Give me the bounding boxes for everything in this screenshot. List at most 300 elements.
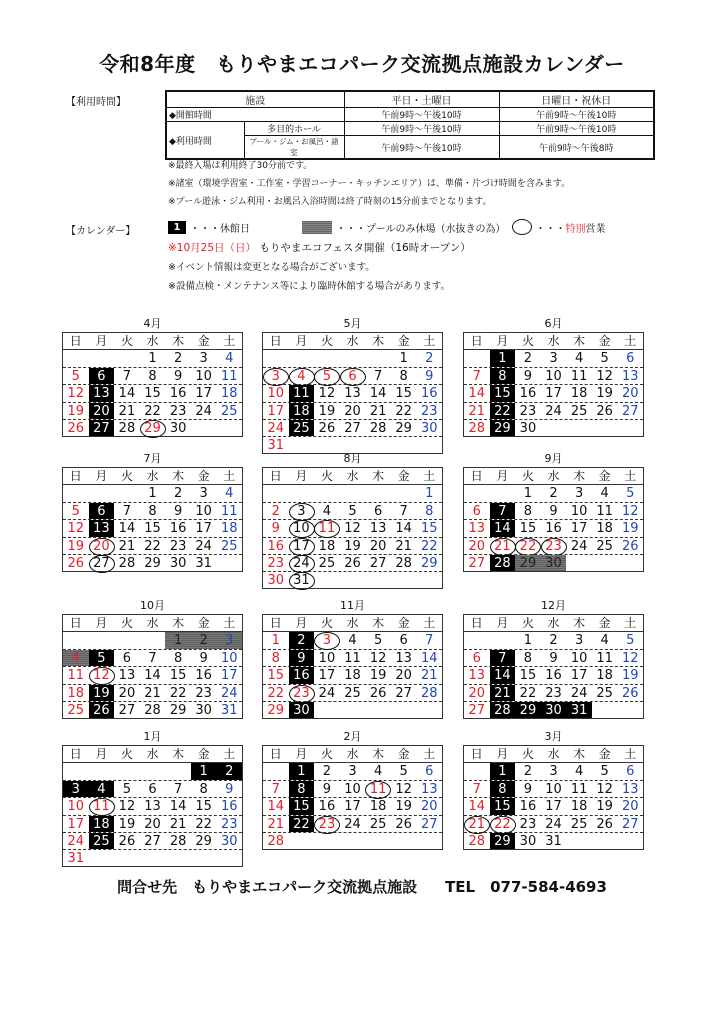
- week-row: [464, 797, 643, 814]
- pool-holiday: 午前9時～午後8時: [499, 136, 654, 160]
- day-cell: 16: [169, 386, 187, 402]
- week-row: [63, 402, 242, 419]
- day-cell: 9: [523, 369, 533, 385]
- day-cell: 30: [289, 702, 315, 718]
- weekday-label: 火: [320, 616, 333, 630]
- day-cell: 13: [369, 521, 387, 537]
- day-cell: 28: [395, 555, 412, 571]
- weekday-label: 日: [470, 469, 483, 483]
- day-cell: 11: [220, 369, 238, 385]
- day-cell: 28: [490, 555, 516, 571]
- empty-cell: [416, 572, 442, 588]
- day-cell: 25: [570, 816, 588, 832]
- day-cell: 23: [267, 555, 285, 571]
- day-cell: 3: [314, 632, 340, 649]
- day-cell: 9: [322, 782, 332, 798]
- day-cell: 2: [549, 486, 558, 501]
- month-title: 10月: [140, 599, 165, 612]
- day-cell: 19: [369, 668, 387, 684]
- month-calendar: [262, 729, 443, 850]
- day-cell: 25: [369, 816, 387, 832]
- day-cell: 18: [344, 668, 361, 684]
- day-cell: 15: [144, 386, 161, 402]
- day-cell: 9: [425, 369, 434, 385]
- weekday-label: 月: [95, 334, 108, 348]
- empty-cell: [617, 833, 643, 849]
- empty-cell: [89, 632, 115, 649]
- weekday-label: 月: [496, 469, 509, 483]
- day-cell: 20: [395, 668, 412, 684]
- weekday-label: 日: [470, 747, 483, 761]
- opening-weekday: 午前9時～午後10時: [344, 108, 499, 122]
- day-cell: 29: [515, 702, 541, 718]
- day-cell: 1: [191, 763, 217, 780]
- empty-cell: [490, 632, 516, 649]
- weekday-label: 月: [295, 334, 308, 348]
- hours-row-hall: [166, 122, 654, 136]
- day-cell: 17: [570, 668, 588, 684]
- day-cell: 9: [549, 504, 558, 520]
- month-grid: [262, 745, 443, 850]
- weekday-label: 火: [120, 616, 133, 630]
- empty-cell: [314, 485, 340, 502]
- day-cell: 2: [271, 504, 280, 520]
- day-cell: 23: [169, 538, 187, 554]
- week-row: [63, 485, 242, 502]
- day-cell: 19: [67, 538, 85, 554]
- weekday-label: 火: [320, 469, 333, 483]
- week-row: [263, 554, 442, 571]
- month-calendar: [262, 316, 443, 454]
- day-cell: 6: [626, 351, 635, 366]
- day-cell: 18: [596, 668, 613, 684]
- weekday-header-row: [63, 333, 242, 350]
- day-cell: 18: [318, 538, 336, 554]
- empty-cell: [464, 350, 490, 367]
- day-cell: 15: [519, 521, 537, 537]
- week-row: [263, 815, 442, 832]
- empty-cell: [391, 485, 417, 502]
- month-title: 2月: [343, 730, 362, 743]
- week-row: [464, 832, 643, 849]
- event-text: もりやまエコフェスタ開催（16時オープン）: [256, 242, 471, 254]
- day-cell: 30: [519, 420, 537, 436]
- day-cell: 10: [67, 799, 85, 815]
- day-cell: 20: [468, 685, 486, 701]
- day-cell: 20: [344, 403, 361, 419]
- day-cell: 28: [118, 420, 136, 436]
- month-title: 4月: [143, 317, 162, 330]
- weekday-label: 火: [521, 334, 534, 348]
- day-cell: 9: [199, 651, 208, 667]
- day-cell: 3: [574, 633, 584, 648]
- day-cell: 11: [570, 369, 588, 385]
- week-row: [263, 832, 442, 849]
- day-cell: 2: [191, 632, 217, 649]
- day-cell: 21: [468, 403, 486, 419]
- day-cell: 24: [220, 685, 238, 701]
- day-cell: 13: [144, 799, 161, 815]
- weekday-label: 金: [397, 334, 410, 348]
- empty-cell: [592, 833, 618, 849]
- day-cell: 26: [344, 555, 361, 571]
- week-row: [63, 502, 242, 519]
- day-cell: 7: [490, 650, 516, 666]
- empty-cell: [114, 763, 140, 780]
- month-title: 5月: [343, 317, 362, 330]
- event-change-note: ※イベント情報は変更となる場合がございます。: [168, 262, 375, 273]
- month-calendar: [463, 729, 644, 850]
- day-cell: 7: [148, 651, 157, 667]
- day-cell: 14: [395, 521, 412, 537]
- day-cell: 17: [545, 799, 562, 815]
- day-cell: 21: [490, 685, 516, 701]
- day-cell: 6: [148, 782, 157, 798]
- week-row: [464, 350, 643, 367]
- day-cell: 13: [468, 521, 486, 537]
- day-cell: 27: [89, 420, 115, 436]
- weekday-label: 金: [598, 469, 611, 483]
- day-cell: 1: [490, 350, 516, 367]
- day-cell: 30: [541, 702, 567, 718]
- month-calendar: [262, 598, 443, 719]
- week-row: [464, 384, 643, 401]
- day-cell: 16: [519, 386, 537, 402]
- footer-contact: [0, 876, 724, 897]
- day-cell: 4: [348, 633, 357, 648]
- weekday-label: 月: [295, 469, 308, 483]
- month-title: 6月: [544, 317, 563, 330]
- day-cell: 16: [545, 668, 562, 684]
- day-cell: 1: [523, 633, 533, 648]
- weekday-label: 日: [69, 616, 82, 630]
- day-cell: 25: [596, 685, 613, 701]
- hours-table: [165, 90, 655, 160]
- day-cell: 8: [173, 651, 183, 667]
- weekday-label: 水: [146, 616, 159, 630]
- day-cell: 17: [545, 386, 562, 402]
- month-grid: [262, 614, 443, 719]
- empty-cell: [340, 572, 366, 588]
- weekday-label: 木: [172, 747, 185, 761]
- empty-cell: [89, 850, 115, 866]
- note-rooms: ※諸室（環境学習室・工作室・学習コーナー・キッチンエリア）は、準備・片づけ時間を含みます。: [168, 179, 571, 189]
- day-cell: 18: [596, 521, 613, 537]
- weekday-label: 金: [397, 616, 410, 630]
- week-row: [63, 384, 242, 401]
- empty-cell: [263, 485, 289, 502]
- day-cell: 1: [523, 486, 533, 501]
- day-cell: 29: [267, 702, 285, 718]
- page-title: 令和8年度 もりやまエコパーク交流拠点施設カレンダー: [99, 52, 625, 76]
- day-cell: 12: [89, 667, 115, 683]
- day-cell: 13: [118, 668, 136, 684]
- weekday-header-row: [464, 615, 643, 632]
- month-title: 11月: [340, 599, 365, 612]
- empty-cell: [365, 350, 391, 367]
- weekday-label: 水: [346, 616, 359, 630]
- weekday-header-row: [263, 615, 442, 632]
- day-cell: 29: [144, 555, 161, 571]
- day-cell: 19: [118, 816, 136, 832]
- day-cell: 25: [596, 538, 613, 554]
- empty-cell: [289, 833, 315, 849]
- header-facility: 施設: [166, 91, 344, 108]
- day-cell: 28: [144, 702, 161, 718]
- week-row: [63, 684, 242, 701]
- opening-label: ◆開館時間: [166, 108, 344, 122]
- month-grid: [262, 467, 443, 589]
- day-cell: 13: [420, 782, 438, 798]
- weekday-label: 日: [269, 747, 282, 761]
- day-cell: 7: [490, 503, 516, 519]
- week-row: [263, 649, 442, 666]
- day-cell: 1: [425, 486, 434, 501]
- empty-cell: [592, 420, 618, 436]
- weekday-label: 火: [120, 334, 133, 348]
- calendar-notes: [168, 239, 471, 296]
- day-cell: 18: [570, 799, 588, 815]
- day-cell: 2: [322, 764, 332, 779]
- week-row: [263, 367, 442, 384]
- day-cell: 23: [169, 403, 187, 419]
- day-cell: 22: [395, 403, 412, 419]
- day-cell: 6: [472, 651, 481, 667]
- day-cell: 4: [574, 764, 584, 779]
- day-cell: 18: [67, 685, 85, 701]
- week-row: [263, 763, 442, 780]
- month-calendar: [262, 451, 443, 589]
- empty-cell: [365, 572, 391, 588]
- day-cell: 2: [216, 763, 242, 780]
- month-calendar: [62, 598, 243, 719]
- empty-cell: [365, 702, 391, 718]
- week-row: [464, 402, 643, 419]
- weekday-label: 火: [320, 334, 333, 348]
- weekday-label: 土: [223, 616, 236, 630]
- weekday-label: 水: [547, 616, 560, 630]
- empty-cell: [566, 833, 592, 849]
- day-cell: 31: [220, 702, 238, 718]
- day-cell: 20: [89, 538, 115, 554]
- weekday-label: 日: [470, 334, 483, 348]
- month-calendar: [463, 451, 644, 572]
- day-cell: 29: [515, 555, 541, 571]
- day-cell: 2: [425, 351, 434, 366]
- day-cell: 8: [523, 651, 533, 667]
- weekday-label: 木: [372, 469, 385, 483]
- weekday-header-row: [464, 333, 643, 350]
- day-cell: 17: [570, 521, 588, 537]
- week-row: [263, 384, 442, 401]
- weekday-label: 土: [624, 469, 637, 483]
- day-cell: 25: [570, 403, 588, 419]
- month-grid: [463, 614, 644, 719]
- weekday-label: 水: [146, 469, 159, 483]
- empty-cell: [340, 833, 366, 849]
- day-cell: 14: [468, 386, 486, 402]
- weekday-label: 月: [95, 469, 108, 483]
- weekday-label: 土: [423, 616, 436, 630]
- weekday-label: 月: [295, 616, 308, 630]
- day-cell: 10: [570, 651, 588, 667]
- day-cell: 9: [523, 782, 533, 798]
- week-row: [263, 402, 442, 419]
- day-cell: 15: [519, 668, 537, 684]
- day-cell: 30: [420, 420, 438, 436]
- empty-cell: [191, 850, 217, 866]
- weekday-label: 土: [423, 334, 436, 348]
- day-cell: 15: [195, 799, 212, 815]
- week-row: [263, 684, 442, 701]
- day-cell: 12: [596, 782, 613, 798]
- week-row: [464, 485, 643, 502]
- weekday-header-row: [263, 746, 442, 763]
- week-row: [464, 419, 643, 436]
- day-cell: 24: [195, 538, 212, 554]
- week-row: [464, 519, 643, 536]
- week-row: [63, 815, 242, 832]
- weekday-label: 木: [372, 616, 385, 630]
- empty-cell: [191, 420, 217, 436]
- month-calendar: [62, 316, 243, 437]
- week-row: [464, 780, 643, 797]
- closed-legend-text: ・・・休館日: [190, 223, 250, 235]
- day-cell: 26: [67, 420, 85, 436]
- day-cell: 7: [472, 369, 481, 385]
- month-grid: [262, 332, 443, 454]
- day-cell: 7: [173, 782, 183, 798]
- empty-cell: [490, 485, 516, 502]
- week-row: [63, 419, 242, 436]
- weekday-label: 金: [397, 469, 410, 483]
- day-cell: 21: [420, 668, 438, 684]
- day-cell: 7: [122, 504, 132, 520]
- day-cell: 12: [621, 651, 639, 667]
- weekday-label: 土: [223, 747, 236, 761]
- day-cell: 22: [289, 816, 315, 832]
- day-cell: 18: [289, 403, 315, 419]
- weekday-label: 土: [223, 469, 236, 483]
- day-cell: 6: [122, 651, 132, 667]
- day-cell: 31: [267, 437, 285, 453]
- day-cell: 1: [289, 763, 315, 780]
- day-cell: 11: [89, 798, 115, 814]
- day-cell: 8: [490, 781, 516, 797]
- day-cell: 22: [169, 685, 187, 701]
- empty-cell: [140, 850, 166, 866]
- day-cell: 24: [67, 833, 85, 849]
- weekday-label: 金: [598, 334, 611, 348]
- month-calendar: [62, 729, 243, 867]
- weekday-label: 土: [624, 616, 637, 630]
- day-cell: 14: [118, 386, 136, 402]
- day-cell: 1: [490, 763, 516, 780]
- day-cell: 14: [490, 667, 516, 683]
- weekday-label: 土: [423, 747, 436, 761]
- day-cell: 17: [195, 521, 212, 537]
- day-cell: 22: [515, 538, 541, 554]
- day-cell: 19: [621, 521, 639, 537]
- day-cell: 14: [169, 799, 187, 815]
- month-grid: [463, 332, 644, 437]
- empty-cell: [63, 350, 89, 367]
- day-cell: 28: [369, 420, 387, 436]
- day-cell: 21: [267, 816, 285, 832]
- day-cell: 27: [395, 685, 412, 701]
- weekday-label: 土: [624, 747, 637, 761]
- day-cell: 30: [195, 702, 212, 718]
- day-cell: 19: [89, 685, 115, 701]
- weekday-label: 火: [521, 616, 534, 630]
- day-cell: 12: [67, 386, 85, 402]
- day-cell: 13: [89, 385, 115, 401]
- empty-cell: [216, 555, 242, 571]
- weekday-label: 日: [269, 469, 282, 483]
- day-cell: 17: [318, 668, 336, 684]
- weekday-label: 土: [624, 334, 637, 348]
- weekday-header-row: [63, 615, 242, 632]
- day-cell: 2: [173, 351, 183, 366]
- day-cell: 4: [225, 486, 234, 501]
- day-cell: 15: [144, 521, 161, 537]
- day-cell: 28: [468, 833, 486, 849]
- month-grid: [463, 467, 644, 572]
- day-cell: 11: [289, 385, 315, 401]
- day-cell: 25: [318, 555, 336, 571]
- day-cell: 7: [425, 633, 434, 648]
- day-cell: 9: [173, 369, 183, 385]
- week-row: [63, 797, 242, 814]
- day-cell: 13: [468, 668, 486, 684]
- day-cell: 16: [195, 668, 212, 684]
- weekday-label: 日: [269, 334, 282, 348]
- day-cell: 5: [314, 368, 340, 384]
- week-row: [63, 537, 242, 554]
- hours-header-row: [166, 91, 654, 108]
- day-cell: 16: [318, 799, 336, 815]
- empty-cell: [391, 572, 417, 588]
- month-title: 9月: [544, 452, 563, 465]
- calendar-legend: [168, 219, 606, 235]
- empty-cell: [216, 420, 242, 436]
- weekday-label: 木: [172, 334, 185, 348]
- month-calendar: [62, 451, 243, 572]
- day-cell: 10: [344, 782, 361, 798]
- special-circle-icon: [512, 219, 532, 235]
- day-cell: 9: [173, 504, 183, 520]
- day-cell: 28: [468, 420, 486, 436]
- empty-cell: [263, 763, 289, 780]
- empty-cell: [89, 485, 115, 502]
- hall-label: 多目的ホール: [244, 122, 344, 136]
- day-cell: 16: [169, 521, 187, 537]
- day-cell: 9: [289, 650, 315, 666]
- day-cell: 3: [289, 503, 315, 519]
- empty-cell: [365, 485, 391, 502]
- month-title: 1月: [143, 730, 162, 743]
- day-cell: 17: [67, 816, 85, 832]
- day-cell: 24: [570, 685, 588, 701]
- day-cell: 21: [169, 816, 187, 832]
- weekday-header-row: [263, 333, 442, 350]
- day-cell: 26: [67, 555, 85, 571]
- month-calendar: [463, 316, 644, 437]
- empty-cell: [165, 850, 191, 866]
- day-cell: 15: [420, 521, 438, 537]
- day-cell: 8: [289, 781, 315, 797]
- day-cell: 9: [549, 651, 558, 667]
